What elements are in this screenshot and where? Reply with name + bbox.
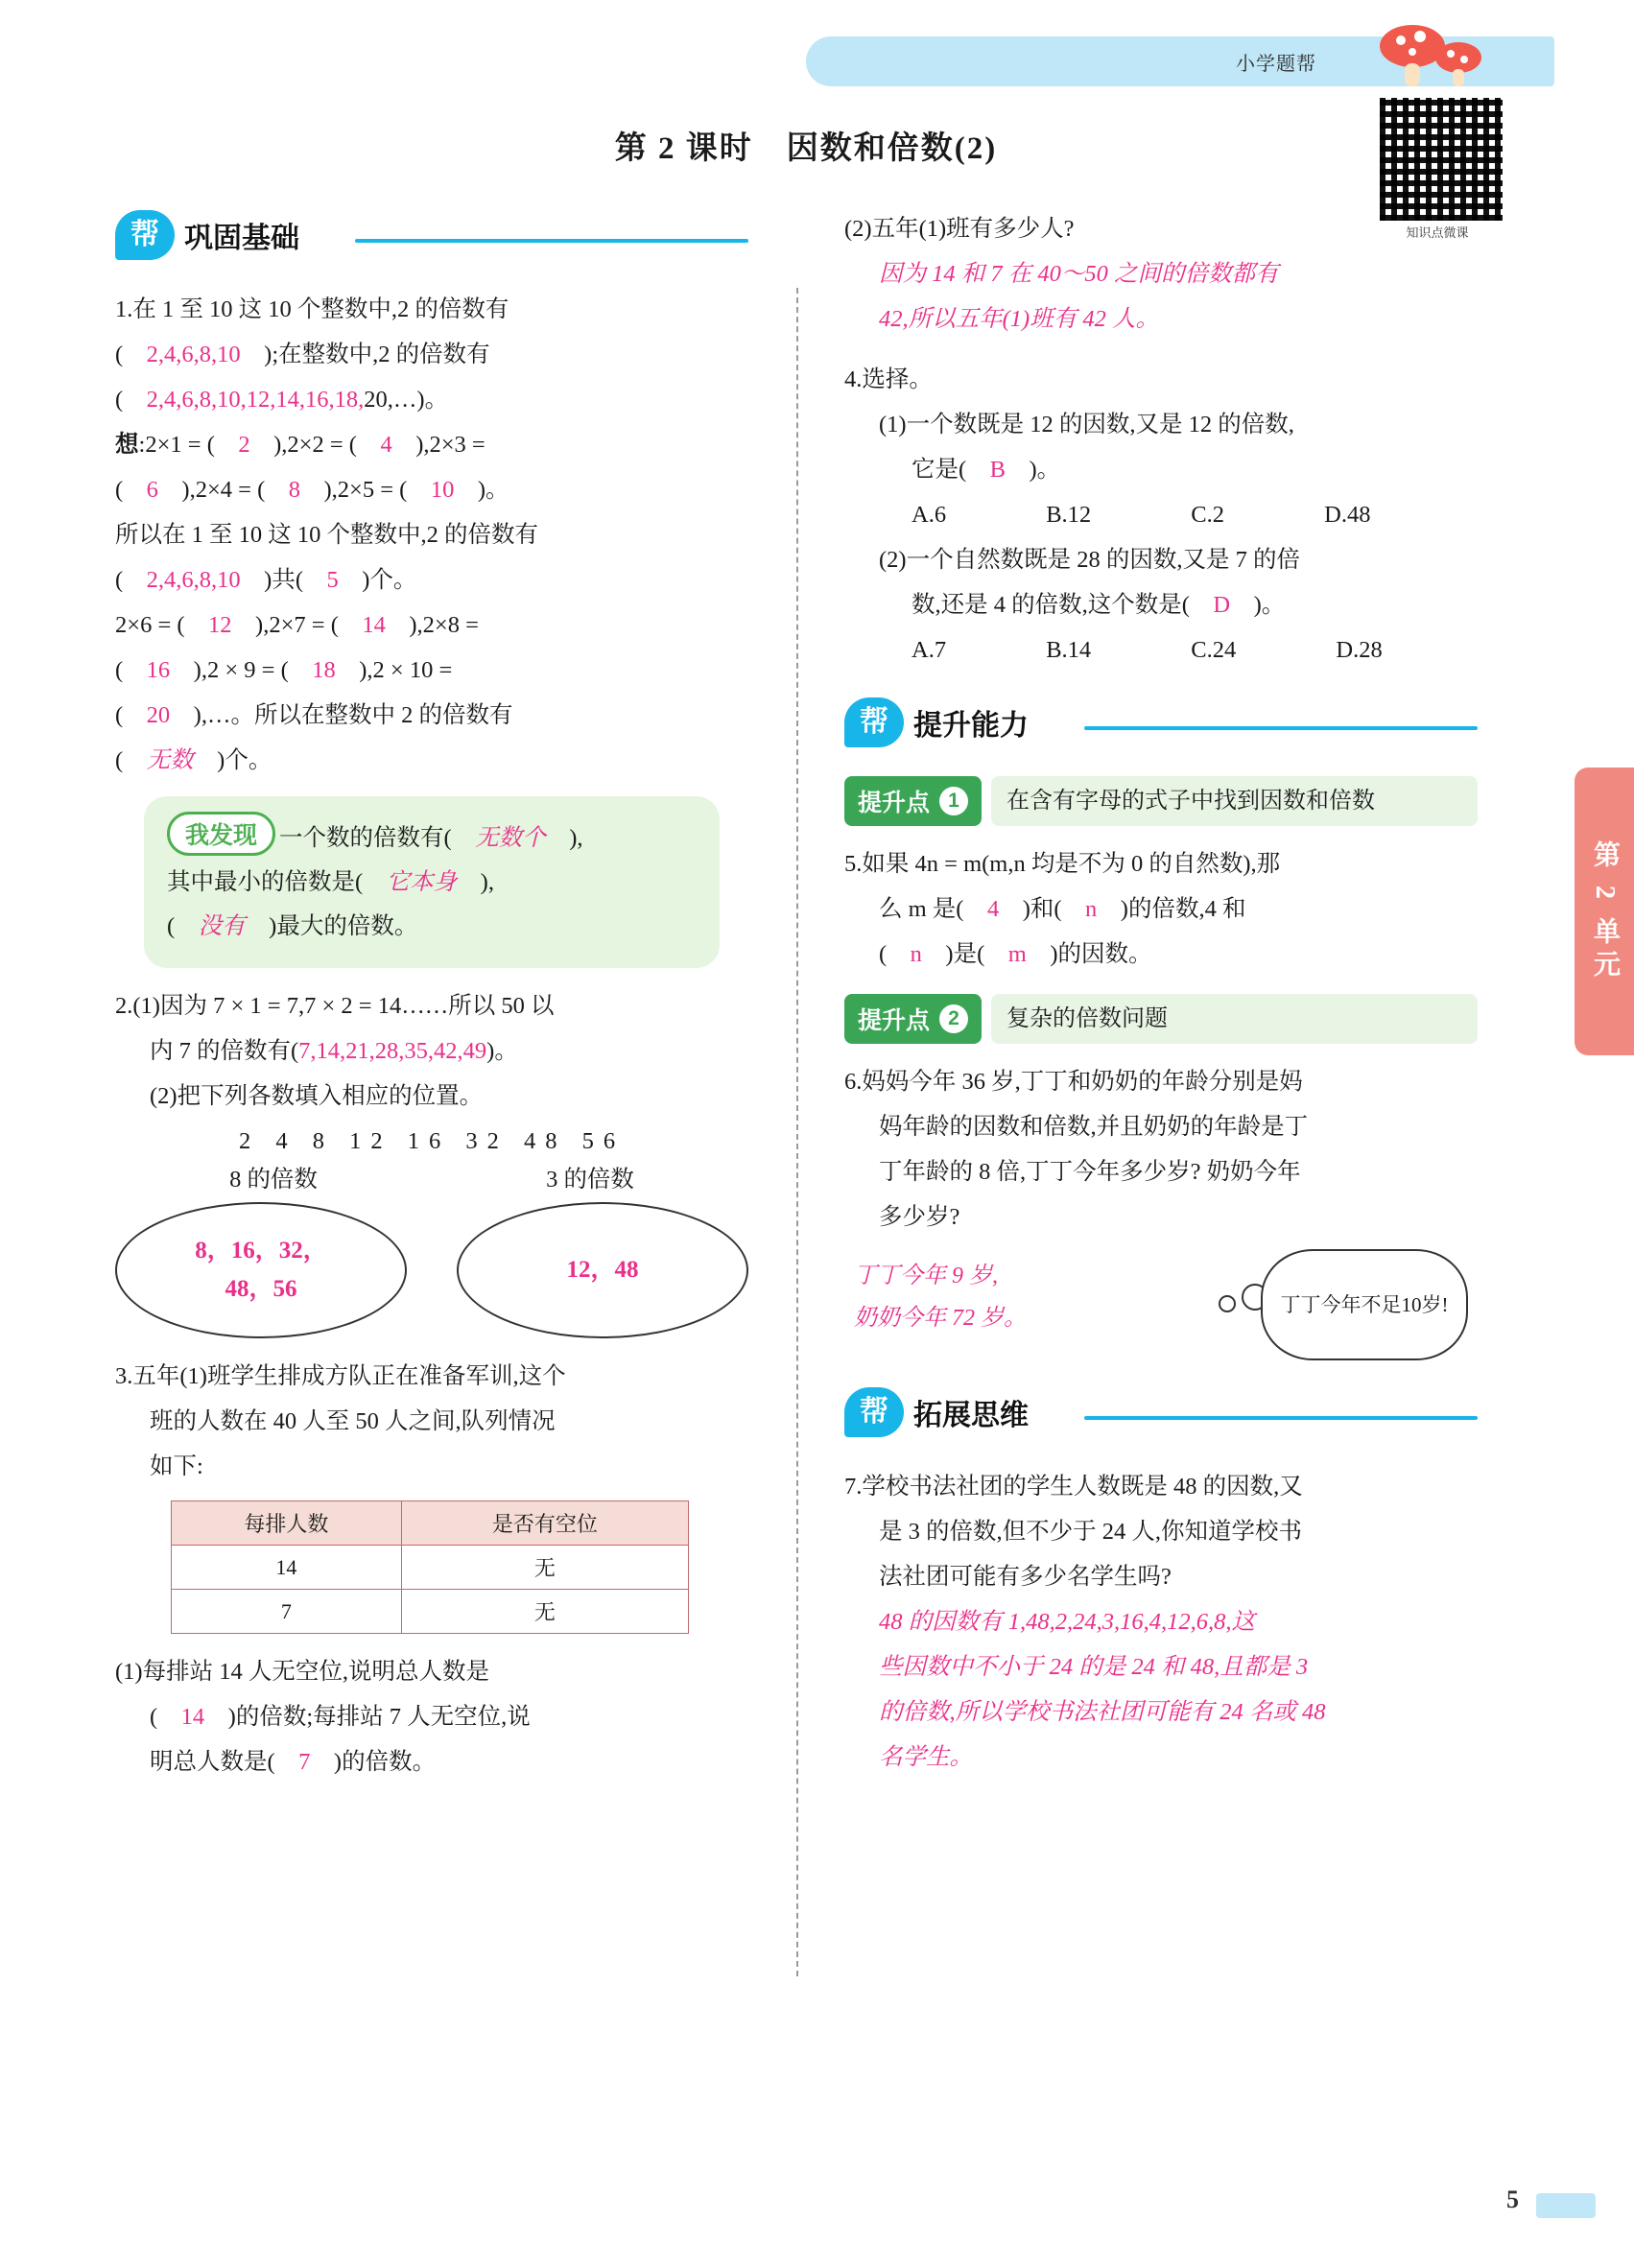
q5-line5-wrap xyxy=(844,932,1478,977)
table-cell: 7 xyxy=(172,1590,402,1634)
point-tag-number: 2 xyxy=(939,1004,968,1033)
q2-label-right: 3 的倍数 xyxy=(546,1167,634,1193)
section-badge: 帮 xyxy=(844,1387,904,1437)
q4-s1c: )。 xyxy=(1029,457,1061,483)
section-banner-basics xyxy=(115,206,748,272)
q6-line3: 丁年龄的 8 倍,丁丁今年多少岁? 奶奶今年 xyxy=(879,1159,1301,1185)
q1-u1: 2×6 = ( xyxy=(115,612,185,638)
point-tag-label: 提升点 xyxy=(858,790,931,816)
q7-ans3: 的倍数,所以学校书法社团可能有 24 名或 48 xyxy=(879,1699,1326,1725)
point-tag xyxy=(844,776,982,826)
q7-ans1: 48 的因数有 1,48,2,24,3,16,4,12,6,8,这 xyxy=(879,1609,1255,1635)
question-2 xyxy=(115,983,748,1119)
q1-t4-ans: 6 xyxy=(146,477,158,503)
q3-sub2-text: (2)五年(1)班有多少人? xyxy=(844,216,1075,242)
page-title: 第 2 课时 因数和倍数(2) xyxy=(614,131,998,166)
discover-d2: ), xyxy=(569,825,583,851)
q4-s2-option-c[interactable]: C.24 xyxy=(1191,637,1237,663)
q4-s2c: )。 xyxy=(1253,592,1286,618)
q1-answer-2b: 20,…)。 xyxy=(364,387,449,413)
q3-sub1e: )的倍数。 xyxy=(333,1749,437,1775)
q1-line1: 1.在 1 至 10 这 10 个整数中,2 的倍数有 xyxy=(115,296,509,322)
discover-d6: )最大的倍数。 xyxy=(269,913,418,939)
brand-title: 小学题帮 xyxy=(1236,54,1316,75)
q2-line2-wrap xyxy=(115,1028,748,1074)
q1-t1: 2×1 = ( xyxy=(145,432,215,458)
q1-line3: 所以在 1 至 10 这 10 个整数中,2 的倍数有 xyxy=(115,522,538,548)
discover-d4: ), xyxy=(480,869,494,895)
q3-sub1c: )的倍数;每排站 7 人无空位,说 xyxy=(227,1704,531,1730)
discover-d5-ans: 没有 xyxy=(198,913,246,939)
point-tag xyxy=(844,994,982,1044)
q1-answer-1: 2,4,6,8,10 xyxy=(146,342,241,367)
q2-line4: (2)把下列各数填入相应的位置。 xyxy=(150,1083,484,1109)
section-rule xyxy=(355,239,748,243)
q1-t3: ),2×3 = xyxy=(415,432,485,458)
question-1: 1.在 1 至 10 这 10 个整数中,2 的倍数有 ( 2,4,6,8,10 );在整数中,2 的倍数有 ( 2,4,6,8,10,12,14,16,18,20,…)。 想:2×1 = ( 2 ),2×2 = ( 4 ),2×3 = ( 6 ),2×4 = ( 8 ),2×5 = ( 10 )。 所以在 1 至 10 这 10 个整数中,2 的倍数有 ( 2,4,6,8,10 )共( 5 )个。 2×6 = ( 12 ),2×7 = ( 14 ),2×8 = ( 16 ),2 × 9 = ( 18 ),2 × 10 = ( 20 ),…。所以在整数中 2 的倍数有 ( 无数 )个。 xyxy=(115,296,538,773)
q3-sub1d: 明总人数是( xyxy=(150,1749,275,1775)
discovery-tag: 我发现 xyxy=(167,812,275,856)
q4-s1a: (1)一个数既是 12 的因数,又是 12 的倍数, xyxy=(879,412,1294,437)
q1-u5: ),2 × 9 = ( xyxy=(193,657,289,683)
q3-sub1a: (1)每排站 14 人无空位,说明总人数是 xyxy=(115,1659,489,1685)
q2-label-left: 8 的倍数 xyxy=(229,1167,318,1193)
unit-tab: 第 2 单元 xyxy=(1575,768,1634,1055)
q5-line2: 么 m 是( xyxy=(879,896,964,922)
discover-d1-ans: 无数个 xyxy=(475,825,546,851)
q3-sub1-ans2: 7 xyxy=(298,1749,311,1775)
mushroom-icon xyxy=(1374,17,1489,90)
q4-s1-line2 xyxy=(844,447,1478,492)
q4-s2b: 数,还是 4 的倍数,这个数是( xyxy=(912,592,1190,618)
q3-sub2-ans1: 因为 14 和 7 在 40～50 之间的倍数都有 xyxy=(879,261,1279,287)
right-column xyxy=(844,206,1478,1784)
q1-u9-ans: 无数 xyxy=(146,747,194,773)
q7-line1: 7.学校书法社团的学生人数既是 48 的因数,又 xyxy=(844,1474,1303,1500)
question-4 xyxy=(844,357,1478,673)
section-title: 拓展思维 xyxy=(913,1400,1029,1431)
q1-answer-2: 2,4,6,8,10,12,14,16,18, xyxy=(146,387,365,413)
qr-caption: 知识点微课 xyxy=(1406,225,1469,240)
left-column xyxy=(115,206,748,1788)
qr-code[interactable] xyxy=(1376,94,1506,224)
q1-t2-ans: 4 xyxy=(380,432,392,458)
q1-think-label: 想 xyxy=(115,432,139,458)
q1-u6: ),2 × 10 = xyxy=(359,657,453,683)
q2-oval-right: 12，48 xyxy=(457,1202,748,1338)
table-row xyxy=(172,1546,689,1590)
table-cell: 无 xyxy=(401,1590,688,1634)
thought-bubble: 丁丁今年不足10岁! xyxy=(1261,1249,1468,1360)
q6-answer-text xyxy=(854,1255,1027,1339)
q1-u2-ans: 14 xyxy=(362,612,386,638)
q1-t5: ),2×4 = ( xyxy=(181,477,266,503)
q1-line5: )个。 xyxy=(362,567,417,593)
page-number: 5 xyxy=(1506,2185,1519,2213)
section-title: 巩固基础 xyxy=(184,223,299,254)
q5-line4: )的倍数,4 和 xyxy=(1120,896,1246,922)
q5-answer-1: 4 xyxy=(986,896,1000,922)
q1-u3: ),2×8 = xyxy=(409,612,479,638)
q5-line3: )和( xyxy=(1022,896,1062,922)
q4-s2-option-d[interactable]: D.28 xyxy=(1336,637,1383,663)
q1-t2: ),2×2 = ( xyxy=(273,432,357,458)
thought-dot-small xyxy=(1219,1295,1236,1312)
table-row xyxy=(172,1590,689,1634)
q5-line2-wrap xyxy=(844,886,1478,932)
q4-s1-answer: B xyxy=(989,457,1006,483)
point-tag-label: 提升点 xyxy=(858,1007,931,1034)
q7-line3: 法社团可能有多少名学生吗? xyxy=(879,1564,1172,1590)
q5-line6: )是( xyxy=(945,941,985,967)
q6-ans2: 奶奶今年 72 岁。 xyxy=(854,1306,1027,1331)
q3-sub2-ans2: 42,所以五年(1)班有 42 人。 xyxy=(879,306,1159,332)
q6-ans1: 丁丁今年 9 岁, xyxy=(854,1264,998,1288)
q6-line1: 6.妈妈今年 36 岁,丁丁和奶奶的年龄分别是妈 xyxy=(844,1069,1303,1095)
q1-u2: ),2×7 = ( xyxy=(255,612,339,638)
q4-s2-answer: D xyxy=(1213,592,1231,618)
section-badge: 帮 xyxy=(844,697,904,747)
q4-s1-option-b[interactable]: B.12 xyxy=(1046,502,1092,528)
question-6 xyxy=(844,1059,1478,1240)
q5-answer-2: n xyxy=(1085,896,1098,922)
table-header-cell: 每排人数 xyxy=(172,1501,402,1546)
q4-s1-option-c[interactable]: C.2 xyxy=(1191,502,1225,528)
section-rule xyxy=(1084,1416,1478,1420)
q7-ans4: 名学生。 xyxy=(879,1744,973,1770)
q6-line2: 妈年龄的因数和倍数,并且奶奶的年龄是丁 xyxy=(879,1114,1309,1140)
table-cell: 14 xyxy=(172,1546,402,1590)
table-header-cell: 是否有空位 xyxy=(401,1501,688,1546)
q4-s2-option-b[interactable]: B.14 xyxy=(1046,637,1092,663)
q1-answer-3: 2,4,6,8,10 xyxy=(146,567,241,593)
q4-s1-option-a[interactable]: A.6 xyxy=(912,502,947,528)
question-5 xyxy=(844,841,1478,977)
q1-u8: ),…。所以在整数中 2 的倍数有 xyxy=(193,702,513,728)
point-tag-number: 1 xyxy=(939,787,968,815)
q3-sub1 xyxy=(115,1649,748,1784)
point-description: 在含有字母的式子中找到因数和倍数 xyxy=(991,776,1478,826)
q2-venn-labels xyxy=(115,1161,748,1194)
q1-u10: )个。 xyxy=(217,747,272,773)
q1-t6-ans: 10 xyxy=(430,477,455,503)
table-header-row xyxy=(172,1501,689,1546)
table-cell: 无 xyxy=(401,1546,688,1590)
question-3 xyxy=(115,1354,748,1489)
q4-s2a: (2)一个自然数既是 28 的因数,又是 7 的倍 xyxy=(879,547,1300,573)
q2-venn-row xyxy=(115,1202,748,1338)
q3-line2: 班的人数在 40 人至 50 人之间,队列情况 xyxy=(150,1408,556,1434)
q1-u1-ans: 12 xyxy=(208,612,232,638)
discover-d3: 其中最小的倍数是( xyxy=(167,869,364,895)
q5-answer-4: m xyxy=(1007,941,1027,967)
q3-sub1-line2 xyxy=(115,1694,748,1739)
point-description: 复杂的倍数问题 xyxy=(991,994,1478,1044)
q7-ans2: 些因数中不小于 24 的是 24 和 48,且都是 3 xyxy=(879,1654,1309,1680)
column-divider xyxy=(796,288,799,1976)
discover-d1: 一个数的倍数有( xyxy=(279,825,452,851)
section-rule xyxy=(1084,726,1478,730)
section-banner-ability xyxy=(844,694,1478,759)
question-7 xyxy=(844,1464,1478,1780)
q2-line1: 2.(1)因为 7 × 1 = 7,7 × 2 = 14……所以 50 以 xyxy=(115,993,555,1019)
page-number-bar xyxy=(1536,2193,1596,2218)
q4-s2-option-a[interactable]: A.7 xyxy=(912,637,947,663)
q6-line4: 多少岁? xyxy=(879,1204,960,1230)
q1-t6: ),2×5 = ( xyxy=(323,477,408,503)
q4-s2-options xyxy=(844,627,1478,673)
q1-line2: );在整数中,2 的倍数有 xyxy=(264,342,490,367)
section-title: 提升能力 xyxy=(913,710,1029,742)
q2-line2: 内 7 的倍数有( xyxy=(150,1038,299,1064)
q1-t7: )。 xyxy=(477,477,509,503)
q2-oval-left: 8，16，32， 48，56 xyxy=(115,1202,407,1338)
discover-d5: ( xyxy=(167,913,176,939)
q1-t1-ans: 2 xyxy=(238,432,250,458)
q4-s2-line2 xyxy=(844,582,1478,627)
q5-line5: ( xyxy=(879,941,888,967)
q2-line3: )。 xyxy=(486,1038,518,1064)
discover-d3-ans: 它本身 xyxy=(386,869,458,895)
q5-answer-3: n xyxy=(910,941,922,967)
q3-line1: 3.五年(1)班学生排成方队正在准备军训,这个 xyxy=(115,1363,566,1389)
section-banner-thinking xyxy=(844,1383,1478,1449)
q1-t5-ans: 8 xyxy=(288,477,300,503)
q3-sub2 xyxy=(844,206,1478,342)
q4-s1b: 它是( xyxy=(912,457,967,483)
q2-answer-1: 7,14,21,28,35,42,49 xyxy=(298,1038,487,1064)
point-2 xyxy=(844,994,1478,1044)
q1-u7-ans: 20 xyxy=(146,702,171,728)
q5-line7: )的因数。 xyxy=(1050,941,1152,967)
q4-s1-options xyxy=(844,492,1478,537)
q3-line3: 如下: xyxy=(150,1453,203,1479)
q3-sub1-line3 xyxy=(115,1739,748,1784)
q6-answer-area xyxy=(844,1245,1478,1370)
q4-line1: 4.选择。 xyxy=(844,366,933,392)
q4-s1-option-d[interactable]: D.48 xyxy=(1324,502,1371,528)
point-1 xyxy=(844,776,1478,826)
q3-sub1b: ( xyxy=(150,1704,158,1730)
q2-number-list: 2 4 8 12 16 32 48 56 xyxy=(238,1128,626,1154)
q1-u5-ans: 18 xyxy=(312,657,336,683)
discovery-box xyxy=(144,796,720,968)
q1-u4-ans: 16 xyxy=(146,657,171,683)
section-badge: 帮 xyxy=(115,210,175,260)
q5-line1: 5.如果 4n = m(m,n 均是不为 0 的自然数),那 xyxy=(844,851,1281,877)
q3-sub1-ans: 14 xyxy=(180,1704,205,1730)
q1-answer-4: 5 xyxy=(326,567,339,593)
q3-table xyxy=(171,1500,689,1634)
q7-line2: 是 3 的倍数,但不少于 24 人,你知道学校书 xyxy=(879,1519,1302,1545)
q1-line4: )共( xyxy=(264,567,303,593)
